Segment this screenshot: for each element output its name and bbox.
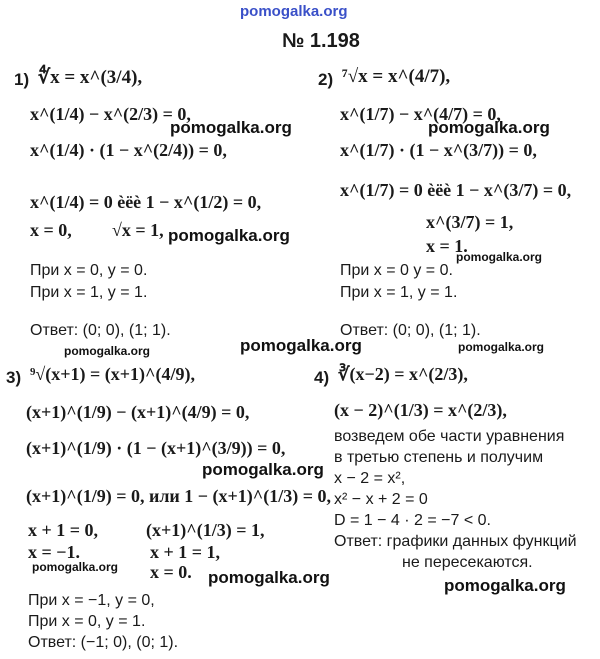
p1-line-5b: √x = 1, <box>112 220 164 240</box>
p4-line-2: (x − 2)^(1/3) = x^(2/3), <box>334 400 507 420</box>
problem-title: № 1.198 <box>282 30 360 52</box>
p1-line-7: При x = 1, y = 1. <box>30 284 148 301</box>
p4-line-5: x − 2 = x², <box>334 470 406 487</box>
watermark: pomogalka.org <box>202 460 324 479</box>
p2-line-5: x^(3/7) = 1, <box>426 212 514 232</box>
watermark: pomogalka.org <box>168 226 290 245</box>
p2-line-1: ⁷√x = x^(4/7), <box>342 66 451 87</box>
watermark: pomogalka.org <box>170 118 292 137</box>
p1-line-6: При x = 0, y = 0. <box>30 262 148 279</box>
p4-line-4: в третью степень и получим <box>334 449 544 466</box>
p1-line-1: ∜x = x^(3/4), <box>38 67 143 88</box>
p4-answer-line-2: не пересекаются. <box>402 554 533 571</box>
p1-answer: Ответ: (0; 0), (1; 1). <box>30 322 171 339</box>
p3-line-9: При x = 0, y = 1. <box>28 613 146 630</box>
p4-line-1: ∛(x−2) = x^(2/3), <box>338 364 468 384</box>
problem-1-number: 1) <box>14 70 30 89</box>
p3-line-6b: x + 1 = 1, <box>150 542 221 562</box>
p4-line-6: x² − x + 2 = 0 <box>334 491 428 508</box>
p3-answer: Ответ: (−1; 0), (0; 1). <box>28 634 179 651</box>
p4-answer-line-1: Ответ: графики данных функций <box>334 533 577 550</box>
p2-line-3: x^(1/7) · (1 − x^(3/7)) = 0, <box>340 140 537 160</box>
p1-line-2: x^(1/4) − x^(2/3) = 0, <box>30 104 191 124</box>
watermark: pomogalka.org <box>456 250 543 264</box>
watermark: pomogalka.org <box>458 340 545 354</box>
p3-line-7: x = 0. <box>150 562 192 582</box>
p1-line-5a: x = 0, <box>30 220 72 240</box>
watermark: pomogalka.org <box>208 568 330 587</box>
p1-line-4: x^(1/4) = 0 èëè 1 − x^(1/2) = 0, <box>30 192 262 212</box>
p2-line-4: x^(1/7) = 0 èëè 1 − x^(3/7) = 0, <box>340 180 572 200</box>
p2-line-7: При x = 0 y = 0. <box>340 262 453 279</box>
p3-line-5a: x + 1 = 0, <box>28 520 99 540</box>
p3-line-8: При x = −1, y = 0, <box>28 592 155 609</box>
p2-answer: Ответ: (0; 0), (1; 1). <box>340 322 481 339</box>
watermark: pomogalka.org <box>64 344 151 358</box>
p2-line-8: При x = 1, y = 1. <box>340 284 458 301</box>
p2-line-6: x = 1. <box>426 236 468 256</box>
p1-line-3: x^(1/4) · (1 − x^(2/4)) = 0, <box>30 140 227 160</box>
problem-3-number: 3) <box>6 368 22 387</box>
p4-line-7: D = 1 − 4 · 2 = −7 < 0. <box>334 512 491 529</box>
p4-line-3: возведем обе части уравнения <box>334 428 565 445</box>
watermark: pomogalka.org <box>240 336 362 355</box>
p3-line-6a: x = −1. <box>28 542 81 562</box>
p3-line-1: ⁹√(x+1) = (x+1)^(4/9), <box>30 364 195 384</box>
problem-4-number: 4) <box>314 368 330 387</box>
p2-line-2: x^(1/7) − x^(4/7) = 0, <box>340 104 501 124</box>
p3-line-2: (x+1)^(1/9) − (x+1)^(4/9) = 0, <box>26 402 250 422</box>
watermark: pomogalka.org <box>444 576 566 595</box>
watermark: pomogalka.org <box>32 560 119 574</box>
problem-2-number: 2) <box>318 70 334 89</box>
site-header: pomogalka.org <box>240 3 348 20</box>
watermark: pomogalka.org <box>428 118 550 137</box>
p3-line-5b: (x+1)^(1/3) = 1, <box>146 520 265 540</box>
p3-line-3: (x+1)^(1/9) · (1 − (x+1)^(3/9)) = 0, <box>26 438 286 458</box>
p3-line-4: (x+1)^(1/9) = 0, или 1 − (x+1)^(1/3) = 0, <box>26 486 331 506</box>
